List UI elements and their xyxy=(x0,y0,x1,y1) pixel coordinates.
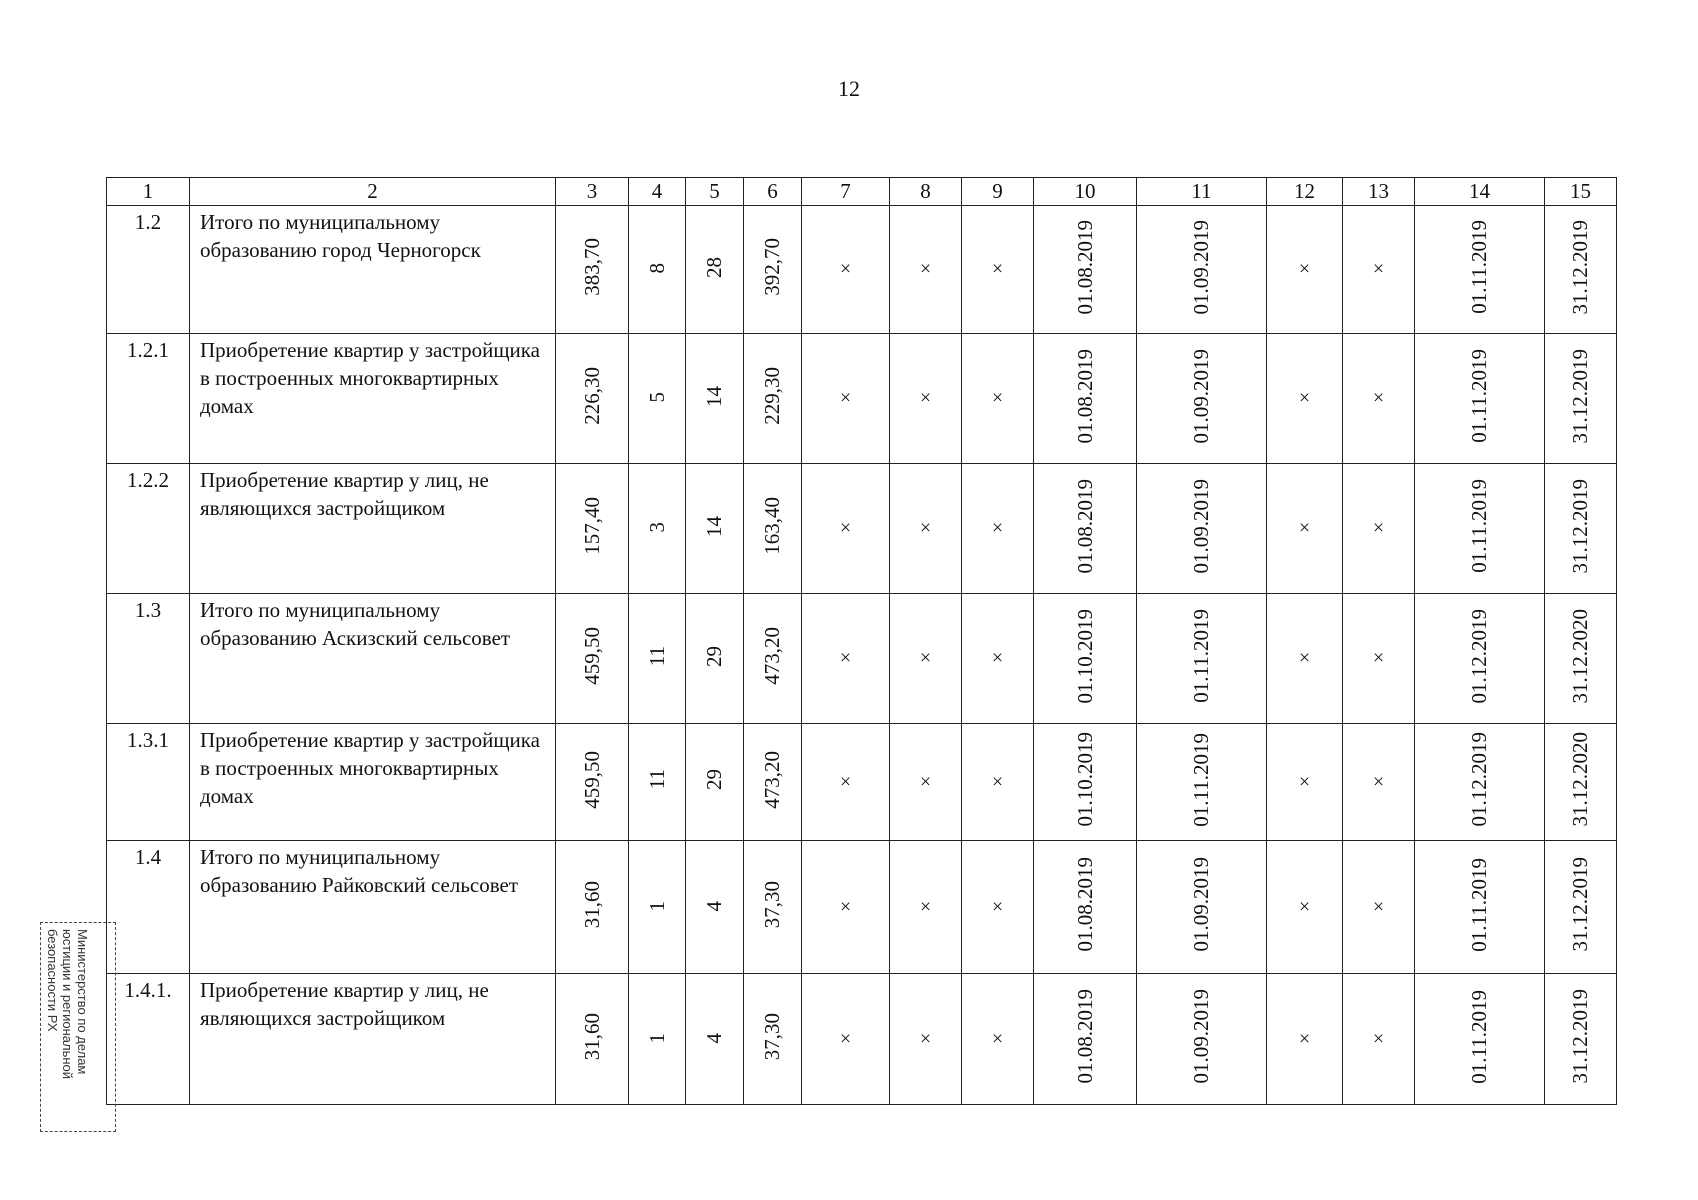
date-value: 01.09.2019 xyxy=(1189,348,1213,444)
cell-na: × xyxy=(1343,841,1415,974)
date-value: 01.11.2019 xyxy=(1189,609,1213,703)
date-value: 31.12.2020 xyxy=(1568,608,1592,704)
date-value: 01.11.2019 xyxy=(1467,479,1491,573)
table-row xyxy=(107,841,1617,974)
table-row xyxy=(107,594,1617,724)
cell-count xyxy=(686,334,744,464)
column-number: 6 xyxy=(744,178,802,206)
cell-date xyxy=(1545,841,1617,974)
date-value: 01.08.2019 xyxy=(1072,478,1097,574)
column-number: 13 xyxy=(1343,178,1415,206)
registration-stamp xyxy=(40,922,116,1132)
amount-value: 31,60 xyxy=(579,880,604,929)
table-row xyxy=(107,464,1617,594)
cell-count xyxy=(629,724,686,841)
amount-value: 392,70 xyxy=(760,238,784,296)
amount-value: 473,20 xyxy=(760,750,784,809)
cell-amount xyxy=(744,841,802,974)
cell-na: × xyxy=(1343,464,1415,594)
count-value: 4 xyxy=(702,1032,726,1043)
cell-date xyxy=(1137,724,1267,841)
cell-na: × xyxy=(962,334,1034,464)
row-name: Приобретение квартир у лиц, не являющихся застройщиком xyxy=(190,974,556,1105)
cell-count xyxy=(629,334,686,464)
table-row xyxy=(107,206,1617,334)
row-name: Приобретение квартир у лиц, не являющихся застройщиком xyxy=(190,464,556,594)
cell-date xyxy=(1137,206,1267,334)
cell-count xyxy=(686,206,744,334)
cell-count xyxy=(629,841,686,974)
row-name: Итого по муниципальному образованию Аскизский сельсовет xyxy=(190,594,556,724)
count-value: 14 xyxy=(702,385,726,407)
cell-na: × xyxy=(1267,334,1343,464)
date-value: 01.08.2019 xyxy=(1072,989,1097,1084)
cell-amount xyxy=(744,464,802,594)
cell-count xyxy=(686,974,744,1105)
amount-value: 226,30 xyxy=(579,367,604,425)
cell-na: × xyxy=(802,974,890,1105)
column-number: 3 xyxy=(556,178,629,206)
cell-date xyxy=(1034,464,1137,594)
column-number: 15 xyxy=(1545,178,1617,206)
cell-na: × xyxy=(802,841,890,974)
cell-amount xyxy=(556,974,629,1105)
cell-date xyxy=(1034,724,1137,841)
date-value: 01.11.2019 xyxy=(1467,349,1491,443)
cell-date xyxy=(1545,464,1617,594)
date-value: 01.09.2019 xyxy=(1189,219,1213,315)
cell-count xyxy=(629,464,686,594)
count-value: 11 xyxy=(644,645,669,667)
row-number: 1.4 xyxy=(107,841,190,974)
cell-date xyxy=(1545,724,1617,841)
amount-value: 31,60 xyxy=(579,1012,604,1061)
date-value: 01.10.2019 xyxy=(1072,608,1097,704)
cell-date xyxy=(1415,334,1545,464)
cell-na: × xyxy=(1267,841,1343,974)
cell-na: × xyxy=(890,841,962,974)
date-value: 01.09.2019 xyxy=(1189,478,1213,574)
date-value: 01.12.2019 xyxy=(1467,732,1491,827)
cell-date xyxy=(1137,974,1267,1105)
cell-na: × xyxy=(1343,334,1415,464)
cell-na: × xyxy=(890,974,962,1105)
cell-na: × xyxy=(1267,974,1343,1105)
cell-date xyxy=(1545,334,1617,464)
cell-amount xyxy=(556,841,629,974)
cell-na: × xyxy=(962,206,1034,334)
table-row xyxy=(107,724,1617,841)
date-value: 01.11.2019 xyxy=(1467,220,1491,314)
cell-na: × xyxy=(1343,206,1415,334)
cell-na: × xyxy=(962,464,1034,594)
table-row xyxy=(107,334,1617,464)
cell-amount xyxy=(556,206,629,334)
cell-date xyxy=(1034,334,1137,464)
count-value: 1 xyxy=(644,1032,669,1043)
cell-na: × xyxy=(1267,464,1343,594)
cell-count xyxy=(629,206,686,334)
date-value: 01.12.2019 xyxy=(1467,608,1491,704)
row-number: 1.3.1 xyxy=(107,724,190,841)
cell-na: × xyxy=(802,334,890,464)
column-number: 7 xyxy=(802,178,890,206)
cell-na: × xyxy=(802,724,890,841)
count-value: 4 xyxy=(702,900,726,911)
amount-value: 459,50 xyxy=(579,750,604,809)
date-value: 01.11.2019 xyxy=(1467,989,1491,1084)
column-number: 2 xyxy=(190,178,556,206)
cell-amount xyxy=(744,594,802,724)
column-number: 9 xyxy=(962,178,1034,206)
date-value: 31.12.2019 xyxy=(1568,478,1592,574)
date-value: 01.11.2019 xyxy=(1189,732,1213,827)
cell-amount xyxy=(744,206,802,334)
count-value: 8 xyxy=(644,263,669,274)
amount-value: 229,30 xyxy=(760,367,784,425)
cell-date xyxy=(1415,206,1545,334)
cell-na: × xyxy=(1267,206,1343,334)
amount-value: 459,50 xyxy=(579,627,604,685)
column-number: 14 xyxy=(1415,178,1545,206)
cell-na: × xyxy=(802,464,890,594)
cell-na: × xyxy=(1343,724,1415,841)
stamp-text: Министерство по делам юстиции и региональной безопасности РХ xyxy=(45,929,90,1080)
row-number: 1.2.2 xyxy=(107,464,190,594)
cell-count xyxy=(629,594,686,724)
cell-date xyxy=(1415,974,1545,1105)
column-number: 10 xyxy=(1034,178,1137,206)
cell-na: × xyxy=(1267,724,1343,841)
cell-na: × xyxy=(802,594,890,724)
date-value: 01.08.2019 xyxy=(1072,348,1097,444)
cell-na: × xyxy=(1343,594,1415,724)
cell-na: × xyxy=(890,334,962,464)
cell-amount xyxy=(556,464,629,594)
header-row xyxy=(107,178,1617,206)
cell-date xyxy=(1137,464,1267,594)
cell-date xyxy=(1137,334,1267,464)
cell-na: × xyxy=(890,464,962,594)
amount-value: 473,20 xyxy=(760,627,784,685)
cell-na: × xyxy=(962,841,1034,974)
count-value: 29 xyxy=(702,769,726,790)
row-number: 1.3 xyxy=(107,594,190,724)
count-value: 3 xyxy=(644,522,669,533)
cell-na: × xyxy=(890,594,962,724)
date-value: 31.12.2019 xyxy=(1568,219,1592,315)
date-value: 31.12.2020 xyxy=(1568,732,1592,827)
cell-date xyxy=(1034,206,1137,334)
cell-date xyxy=(1545,206,1617,334)
column-number: 8 xyxy=(890,178,962,206)
cell-na: × xyxy=(962,724,1034,841)
cell-date xyxy=(1545,974,1617,1105)
amount-value: 37,30 xyxy=(760,1012,784,1061)
count-value: 28 xyxy=(702,256,726,278)
date-value: 01.09.2019 xyxy=(1189,857,1213,952)
row-number: 1.2.1 xyxy=(107,334,190,464)
count-value: 14 xyxy=(702,515,726,537)
cell-count xyxy=(686,594,744,724)
row-name: Приобретение квартир у застройщика в построенных многоквартирных домах xyxy=(190,334,556,464)
cell-date xyxy=(1415,464,1545,594)
document-table xyxy=(106,177,1617,1105)
cell-na: × xyxy=(962,974,1034,1105)
column-number: 12 xyxy=(1267,178,1343,206)
date-value: 01.09.2019 xyxy=(1189,989,1213,1084)
cell-date xyxy=(1137,594,1267,724)
amount-value: 157,40 xyxy=(579,497,604,555)
column-number: 11 xyxy=(1137,178,1267,206)
cell-date xyxy=(1545,594,1617,724)
date-value: 31.12.2019 xyxy=(1568,348,1592,444)
cell-amount xyxy=(556,594,629,724)
cell-count xyxy=(686,841,744,974)
date-value: 01.08.2019 xyxy=(1072,219,1097,315)
column-number: 4 xyxy=(629,178,686,206)
date-value: 31.12.2019 xyxy=(1568,989,1592,1084)
count-value: 29 xyxy=(702,645,726,667)
column-number: 5 xyxy=(686,178,744,206)
date-value: 01.10.2019 xyxy=(1072,732,1097,827)
date-value: 31.12.2019 xyxy=(1568,857,1592,952)
cell-count xyxy=(686,724,744,841)
amount-value: 383,70 xyxy=(579,238,604,296)
cell-date xyxy=(1415,724,1545,841)
cell-date xyxy=(1034,841,1137,974)
cell-na: × xyxy=(890,724,962,841)
cell-count xyxy=(686,464,744,594)
cell-amount xyxy=(556,334,629,464)
table-row xyxy=(107,974,1617,1105)
page-number: 12 xyxy=(838,76,860,101)
count-value: 1 xyxy=(644,900,669,911)
cell-count xyxy=(629,974,686,1105)
cell-amount xyxy=(556,724,629,841)
cell-na: × xyxy=(802,206,890,334)
cell-na: × xyxy=(1343,974,1415,1105)
cell-date xyxy=(1034,594,1137,724)
row-number: 1.4.1. xyxy=(107,974,190,1105)
cell-amount xyxy=(744,724,802,841)
cell-date xyxy=(1415,841,1545,974)
cell-amount xyxy=(744,974,802,1105)
row-name: Итого по муниципальному образованию Райковский сельсовет xyxy=(190,841,556,974)
cell-date xyxy=(1137,841,1267,974)
count-value: 11 xyxy=(644,769,669,790)
row-number: 1.2 xyxy=(107,206,190,334)
cell-amount xyxy=(744,334,802,464)
amount-value: 163,40 xyxy=(760,497,784,555)
cell-date xyxy=(1415,594,1545,724)
row-name: Итого по муниципальному образованию город Черногорск xyxy=(190,206,556,334)
cell-na: × xyxy=(962,594,1034,724)
column-number: 1 xyxy=(107,178,190,206)
cell-date xyxy=(1034,974,1137,1105)
amount-value: 37,30 xyxy=(760,880,784,929)
cell-na: × xyxy=(890,206,962,334)
date-value: 01.08.2019 xyxy=(1072,857,1097,952)
cell-na: × xyxy=(1267,594,1343,724)
row-name: Приобретение квартир у застройщика в построенных многоквартирных домах xyxy=(190,724,556,841)
date-value: 01.11.2019 xyxy=(1467,857,1491,952)
count-value: 5 xyxy=(644,392,669,403)
